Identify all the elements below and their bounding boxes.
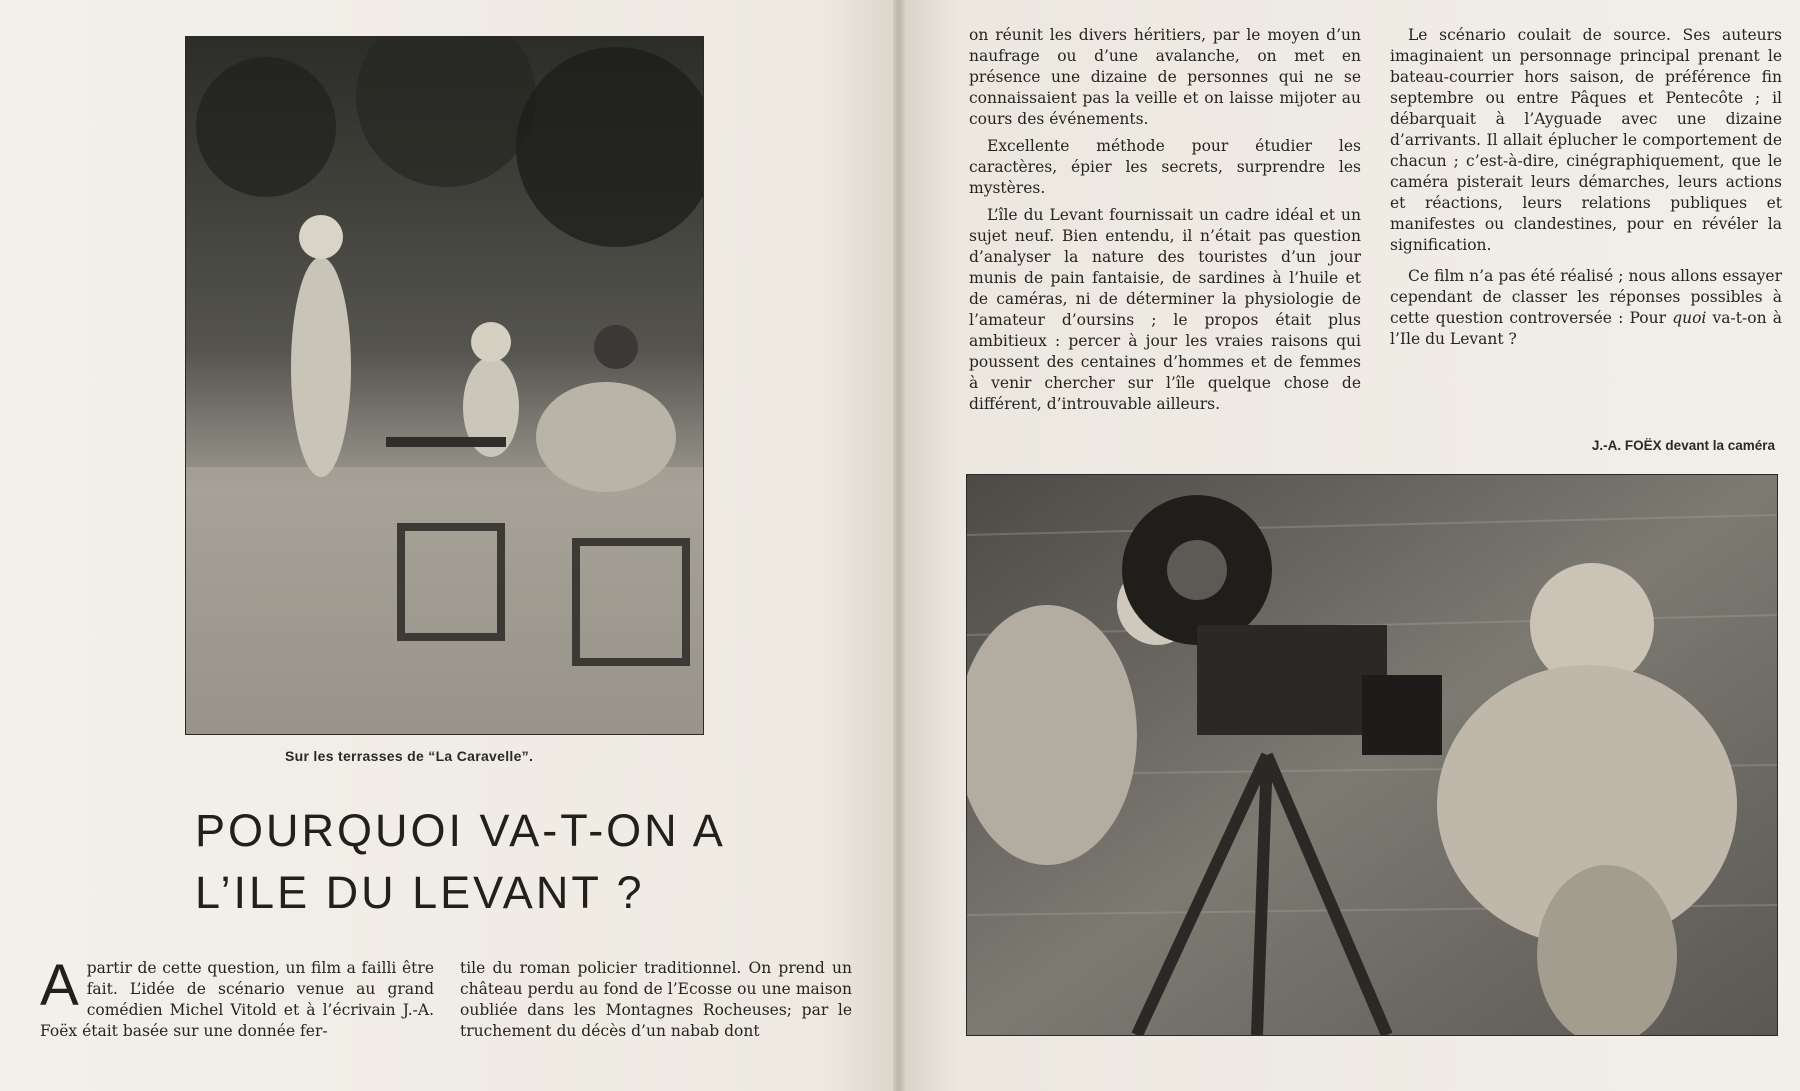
right-page xyxy=(905,0,1800,1091)
photo-caption: Sur les terrasses de “La Caravelle”. xyxy=(285,748,534,764)
right-col2-para-2 xyxy=(1390,266,1782,350)
right-col1-para-1: on réunit les divers héritiers, par le moyen d’un naufrage ou d’une avalanche, on met en présence une dizaine de personnes qui ne se connaissaient pas la veille et on laisse mijoter au cours des événements. xyxy=(969,26,1361,128)
right-column-1 xyxy=(969,25,1361,421)
camera-photo-credit: J.-A. FOËX devant la caméra xyxy=(1591,438,1775,453)
right-col1-para-3: L’île du Levant fournissait un cadre idéal et un sujet neuf. Bien entendu, il n’était pas question d’analyser la nature des touristes d’un jour munis de pain fantaisie, de sardines à l’huile et de caméras, ni de déterminer la physiologie de l’amateur d’oursins ; le propos était plus ambitieux : percer à jour les vraies raisons qui poussent des centaines d’hommes et de femmes à venir chercher sur l’île quelque chose de différent, d’introuvable ailleurs. xyxy=(969,206,1361,413)
right-column-2 xyxy=(1390,25,1782,356)
right-col2-para-2-end: va-t-on à l’Ile du Levant ? xyxy=(1390,309,1782,348)
headline-line-1: POURQUOI VA-T-ON A xyxy=(195,805,726,856)
left-col1-text: partir de cette question, un film a failli être fait. L’idée de scénario venue au grand comédien Michel Vitold et à l’écrivain J.-A. Foëx était basée sur une donnée fer- xyxy=(40,959,434,1040)
left-column-2 xyxy=(460,958,852,1042)
left-col2-text: tile du roman policier traditionnel. On prend un château perdu au fond de l’Ecosse ou une maison oubliée dans les Montagnes Rocheuses; par le truchement du décès d’un nabab dont xyxy=(460,959,852,1040)
left-page xyxy=(0,0,893,1091)
right-col2-para-1: Le scénario coulait de source. Ses auteurs imaginaient un personnage principal prenant le bateau-courrier hors saison, de préférence fin septembre ou entre Pâques et Pentecôte ; il débarquait à l’Ayguade avec une dizaine d’arrivants. Il allait éplucher le comportement de chacun ; c’est-à-dire, cinégraphiquement, que le caméra pisterait leurs démarches, leurs actions et réactions, leurs relations publiques et manifestes ou clandestines, pour en révéler la signification. xyxy=(1390,26,1782,254)
article-headline xyxy=(195,800,726,924)
right-col2-para-2-start: Ce film n’a pas été réalisé ; nous allons essayer cependant de classer les réponses possibles à cette question controversée : Pour xyxy=(1390,267,1782,327)
camera-photo xyxy=(966,474,1778,1036)
right-col1-para-2: Excellente méthode pour étudier les caractères, épier les secrets, surprendre les mystères. xyxy=(969,137,1361,197)
left-column-1 xyxy=(40,953,434,1042)
terrace-photo xyxy=(185,36,704,735)
headline-line-2: L’ILE DU LEVANT ? xyxy=(195,867,645,918)
right-col2-para-2-emphasis: quoi xyxy=(1672,309,1707,327)
drop-cap: A xyxy=(40,953,79,1018)
book-gutter xyxy=(893,0,905,1091)
